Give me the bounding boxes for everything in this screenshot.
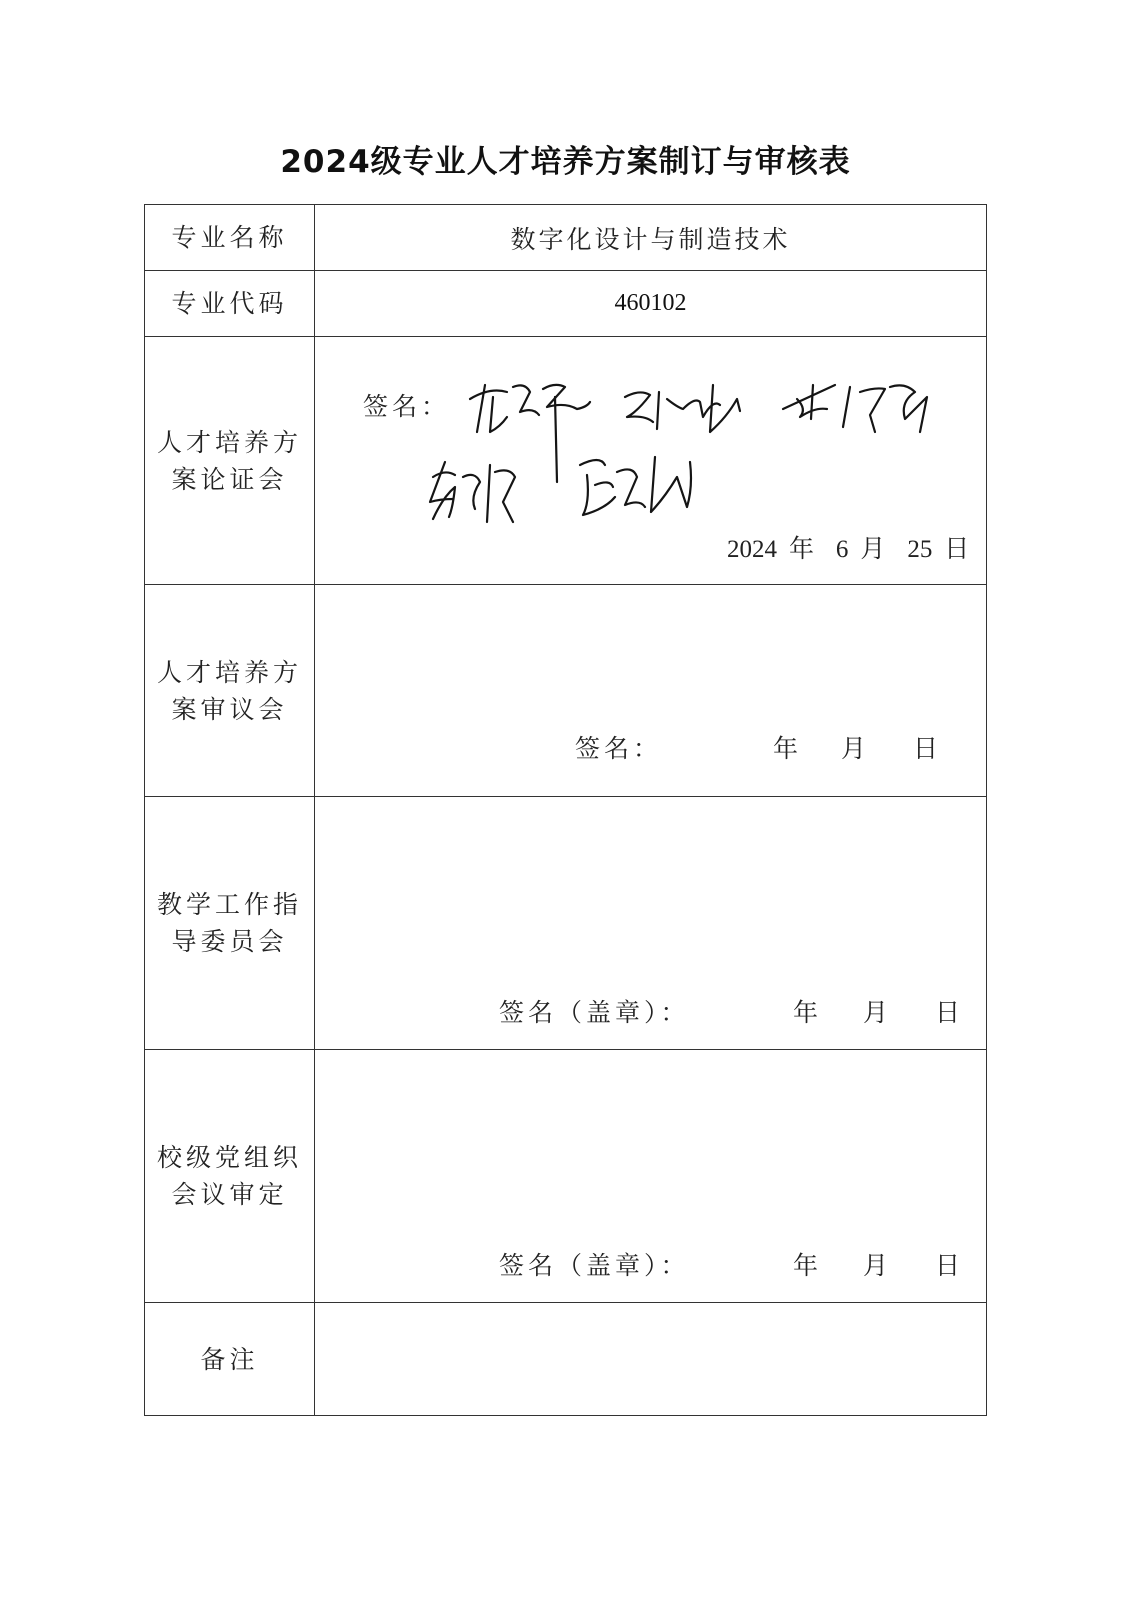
argumentation-date [727, 529, 973, 565]
argumentation-date-year-unit: 年 [788, 534, 818, 564]
review-month-unit: 月 [841, 733, 871, 763]
review-sign-label: 签名： [575, 733, 663, 763]
argumentation-sign-label: 签名： [363, 392, 451, 422]
argumentation-sign-area[interactable] [315, 337, 987, 585]
signature-1 [470, 385, 590, 482]
approval-form-table [144, 204, 987, 1416]
major-name-value[interactable]: 数字化设计与制造技术 [315, 205, 987, 271]
teaching-committee-month-unit: 月 [863, 998, 893, 1028]
remarks-value[interactable] [315, 1303, 987, 1416]
row-major-name [145, 205, 987, 271]
review-label: 人才培养方 案审议会 [145, 584, 315, 796]
major-code-label: 专业代码 [145, 271, 315, 337]
remarks-label: 备注 [145, 1303, 315, 1416]
review-day-unit: 日 [913, 733, 943, 763]
party-organization-sign-label: 签名（盖章）： [499, 1251, 690, 1281]
review-year-unit: 年 [773, 733, 803, 763]
signature-4 [430, 462, 515, 522]
row-party-organization [145, 1050, 987, 1303]
row-review [145, 584, 987, 796]
party-organization-day-unit: 日 [935, 1251, 965, 1281]
row-major-code [145, 271, 987, 337]
argumentation-date-day: 25 [907, 536, 933, 564]
argumentation-date-year: 2024 [727, 536, 777, 564]
teaching-committee-day-unit: 日 [935, 998, 965, 1028]
party-organization-sign-area[interactable] [315, 1050, 987, 1303]
row-remarks [145, 1303, 987, 1416]
document-title: 2024级专业人才培养方案制订与审核表 [280, 144, 851, 180]
party-organization-year-unit: 年 [793, 1251, 823, 1281]
major-code-value[interactable]: 460102 [315, 271, 987, 337]
teaching-committee-year-unit: 年 [793, 998, 823, 1028]
row-teaching-committee [145, 797, 987, 1050]
teaching-committee-sign-label: 签名（盖章）： [499, 998, 690, 1028]
argumentation-date-day-unit: 日 [944, 534, 974, 564]
signature-3 [783, 385, 927, 432]
row-argumentation [145, 337, 987, 585]
argumentation-date-month-unit: 月 [860, 534, 890, 564]
argumentation-date-month: 6 [835, 536, 849, 564]
party-organization-month-unit: 月 [863, 1251, 893, 1281]
party-organization-label: 校级党组织 会议审定 [145, 1050, 315, 1303]
major-name-label: 专业名称 [145, 205, 315, 271]
review-sign-area[interactable] [315, 584, 987, 796]
signature-2 [625, 385, 740, 432]
teaching-committee-label: 教学工作指 导委员会 [145, 797, 315, 1050]
signature-5 [580, 457, 691, 515]
teaching-committee-sign-area[interactable] [315, 797, 987, 1050]
argumentation-label: 人才培养方 案论证会 [145, 337, 315, 585]
